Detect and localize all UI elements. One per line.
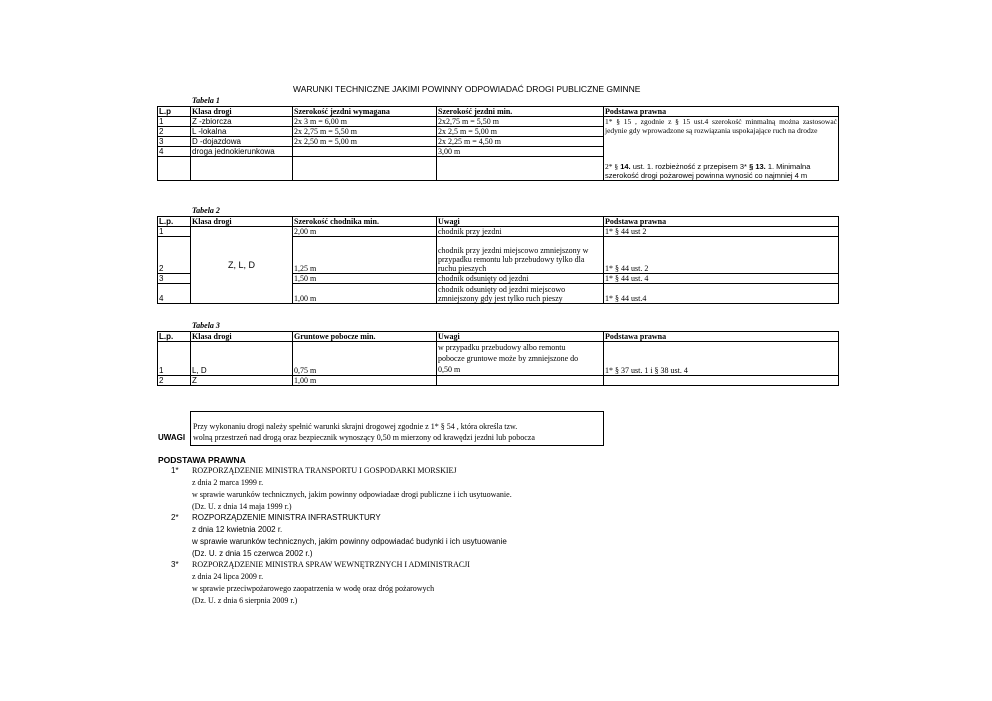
table-row [158,342,839,376]
legal-item-subject: w sprawie przeciwpożarowego zaopatrzenia w wodę oraz dróg pożarowych [192,584,435,593]
t1-cell: 2x2,75 m = 5,50 m [437,117,604,127]
t2-cell: 1,00 m [293,284,437,304]
t2-cell: 4 [158,284,191,304]
t2-cell: chodnik przy jezdni miejscowo zmniejszony w przypadku remontu lub przebudowy tylko dla ruchu pieszych [437,237,604,274]
uwagi-line-2: wolną przestrzeń nad drogą oraz bezpiecznik wynoszący 0,50 m mierzony od krawędzi jezdni lub pobocza [193,433,535,442]
table-3 [157,331,839,386]
t3-cell: L, D [191,342,293,376]
legal-item-pub: (Dz. U. z dnia 6 sierpnia 2009 r.) [192,596,298,605]
legal-item-subject: w sprawie warunków technicznych, jakim powinny odpowiadaæ drogi publiczne i ich usytuowanie. [192,490,512,499]
legal-item-name: ROZPORZĄDZENIE MINISTRA SPRAW WEWNĘTRZNYCH I ADMINISTRACJI [192,560,470,569]
legal-item-date: z dnia 24 lipca 2009 r. [192,572,264,581]
t1-cell [293,147,437,157]
t3-cell: Z [191,376,293,386]
t1-legal-note-1: 1* § 15 , zgodnie z § 15 ust.4 szerokość minmalną można zastosować jedynie gdy wprowadzone są rozwiązania uspokajające ruch na drodze [604,117,839,147]
table-row [158,227,839,237]
t1-cell: 2x 2,5 m = 5,00 m [437,127,604,137]
t1-cell: 3 [158,137,191,147]
t3-cell: 1 [158,342,191,376]
t2-cell: 1* § 44 ust 2 [604,227,839,237]
uwagi-label: UWAGI [158,433,186,442]
t1-cell: L -lokalna [191,127,293,137]
legal-item-date: z dnia 2 marca 1999 r. [192,478,264,487]
t1-legal2-end: 1. Minimalna szerokość drogi pożarowej powinna wynosić co najmniej 4 m [605,162,811,180]
t1-legal2-prefix: 2* § [605,162,619,171]
t2-header-width: Szerokość chodnika min. [293,217,437,227]
t2-cell: chodnik odsunięty od jezdni [437,274,604,284]
t3-note-line: pobocze gruntowe może by zmniejszone do [438,354,579,363]
legal-item-pub: (Dz. U. z dnia 14 maja 1999 r.) [192,502,292,511]
t1-legal2-mid: ust. 1. rozbieżność z przepisem 3* [632,162,747,171]
t1-cell: 2x 3 m = 6,00 m [293,117,437,127]
t2-cell: 1,25 m [293,237,437,274]
t1-header-law: Podstawa prawna [604,107,839,117]
t2-cell: 1* § 44 ust. 4 [604,274,839,284]
t1-header-req: Szerokość jezdni wymagana [293,107,437,117]
t2-header-law: Podstawa prawna [604,217,839,227]
t1-legal2-bold1: 14. [620,162,631,171]
t3-cell: 1* § 37 ust. 1 i § 38 ust. 4 [604,342,839,376]
t2-header-lp: L.p. [158,217,191,227]
t1-legal2-bold2: § 13. [749,162,766,171]
table-row [158,147,839,157]
t2-cell: 1* § 44 ust. 2 [604,237,839,274]
t2-cell: 1* § 44 ust.4 [604,284,839,304]
t1-header-class: Klasa drogi [191,107,293,117]
t2-header-notes: Uwagi [437,217,604,227]
table2-caption: Tabela 2 [192,206,220,215]
t2-cell: 2,00 m [293,227,437,237]
t1-cell: 2x 2,50 m = 5,00 m [293,137,437,147]
t1-cell: 3,00 m [437,147,604,157]
t2-cell: chodnik odsunięty od jezdni miejscowo zmniejszony gdy jest tylko ruch pieszy [437,284,604,304]
t1-header-lp: L.p [158,107,191,117]
t1-cell: 4 [158,147,191,157]
t3-header-lp: L.p. [158,332,191,342]
t2-class-merged: Z, L, D [191,227,293,304]
legal-item-num: 1* [171,466,179,475]
t1-cell: droga jednokierunkowa [191,147,293,157]
legal-item-num: 3* [171,560,179,569]
page-title: WARUNKI TECHNICZNE JAKIMI POWINNY ODPOWIADAĆ DROGI PUBLICZNE GMINNE [293,84,641,94]
t1-cell: D -dojazdowa [191,137,293,147]
t2-cell: chodnik przy jezdni [437,227,604,237]
t3-header-class: Klasa drogi [191,332,293,342]
table-row [158,376,839,386]
table-row [158,117,839,127]
legal-item-date: z dnia 12 kwietnia 2002 r. [192,525,283,534]
t1-cell: 2x 2,75 m = 5,50 m [293,127,437,137]
t3-cell: 2 [158,376,191,386]
t1-cell: 2x 2,25 m = 4,50 m [437,137,604,147]
t1-cell: 2 [158,127,191,137]
table-2 [157,216,839,304]
t2-cell: 2 [158,237,191,274]
legal-item-name: ROZPORZĄDZENIE MINISTRA TRANSPORTU I GOSPODARKI MORSKIEJ [192,466,457,475]
t2-cell: 1,50 m [293,274,437,284]
legal-item-num: 2* [171,513,179,522]
t1-header-min: Szerokość jezdni min. [437,107,604,117]
table3-caption: Tabela 3 [192,321,220,330]
uwagi-line-1: Przy wykonaniu drogi należy spełnić warunki skrajni drogowej zgodnie z 1* § 54 , która określa tzw. [193,422,518,431]
t1-cell: 1 [158,117,191,127]
table-1 [157,106,839,181]
t1-cell: Z -zbiorcza [191,117,293,127]
t2-header-class: Klasa drogi [191,217,293,227]
legal-item-subject: w sprawie warunków technicznych, jakim powinny odpowiadać budynki i ich usytuowanie [192,537,507,546]
t3-cell: 1,00 m [293,376,437,386]
table1-caption: Tabela 1 [192,96,220,105]
t3-header-law: Podstawa prawna [604,332,839,342]
t1-legal-note-2 [604,147,839,181]
t3-header-width: Gruntowe pobocze min. [293,332,437,342]
t2-cell: 1 [158,227,191,237]
t3-header-notes: Uwagi [437,332,604,342]
legal-item-pub: (Dz. U. z dnia 15 czerwca 2002 r.) [192,549,313,558]
t3-cell: 0,75 m [293,342,437,376]
t3-note-line: 0,50 m [438,365,461,374]
t2-cell: 3 [158,274,191,284]
legal-heading: PODSTAWA PRAWNA [158,455,246,465]
t3-note-line: w przypadku przebudowy albo remontu [438,343,566,352]
t3-note [437,342,604,376]
legal-item-name: ROZPORZĄDZENIE MINISTRA INFRASTRUKTURY [192,513,381,522]
